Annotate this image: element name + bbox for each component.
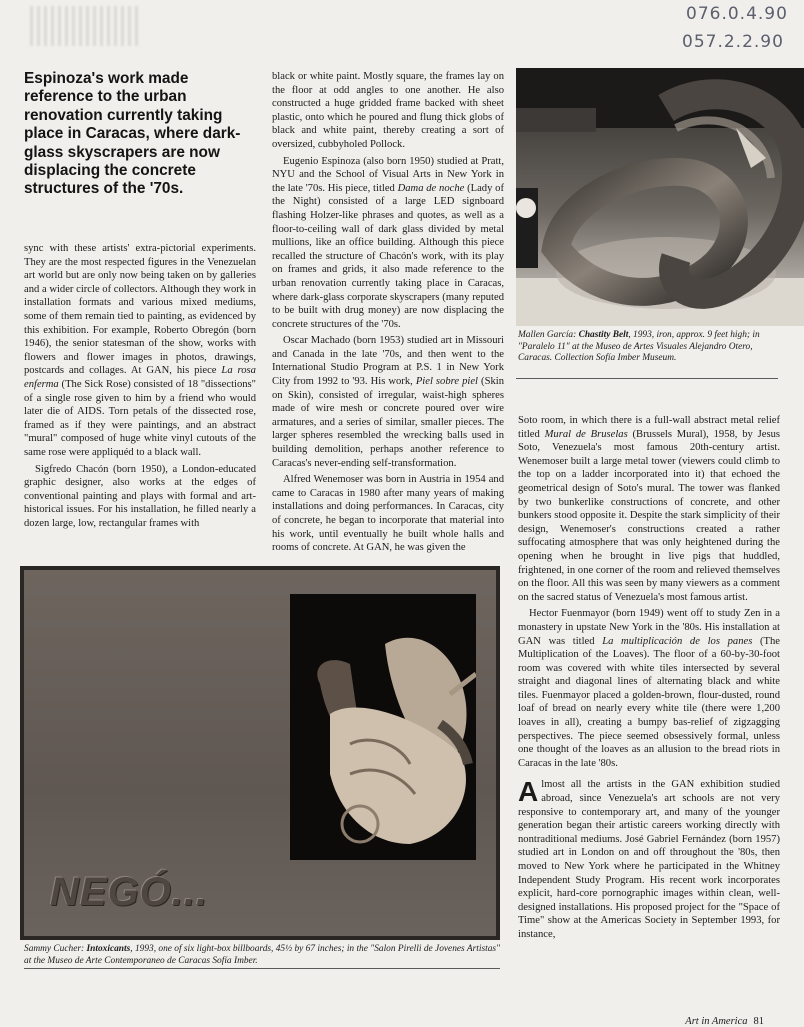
sculpture-photo: [516, 68, 804, 326]
hands-and-glass-image: [290, 594, 476, 860]
paragraph: black or white paint. Mostly square, the frames lay on the floor at odd angles to one another. He also constructed a huge gridded frame backed with sheet plastic, onto which he poured and flung thick globs of black and white paint, thereby creating a sort of oversized, cubbyholed Pollock.: [272, 71, 504, 150]
paragraph: Alfred Wenemoser was born in Austria in 1954 and came to Caracas in 1980 after many years of making installations and doing performances. In Caracas, city of concrete, he began to incorporate that material into his work, until eventually he built whole halls and rooms of concrete. At GAN, he was given the: [272, 474, 504, 554]
magazine-name: Art in America: [685, 1016, 748, 1027]
page-footer: [685, 1016, 764, 1027]
handwritten-note-2: 057.2.2.90: [682, 32, 784, 52]
article-column-3: [518, 414, 780, 1010]
paragraph: Sigfredo Chacón (born 1950), a London-educated graphic designer, also works at the edges of conventional painting and plays with formal and art-historical issues. For his installation, he filled nearly a dozen large, low, rectangular frames with: [24, 463, 256, 529]
caption-rule: [24, 968, 500, 969]
paragraph: Hector Fuenmayor (born 1949) went off to study Zen in a monastery in upstate New York in the '80s. His installation at GAN was titled La multiplicación de los panes (The Multiplication of the Loaves). The floor of a 60-by-30-foot room was covered with white tiles intersected by several straight and diagonal lines of alternating black and white tiles. Fuenmayor placed a golden-brown, flour-dusted, round loaf of bread on nearly every white tile (there were 1,200 loaves in all), creating a bumpy bas-relief of zigzagging perspectives. The piece seemed obsessively formal, unless one thought of the loaves as an allusion to the bread riots in Caracas in the late '80s.: [518, 608, 780, 769]
article-column-2: [272, 70, 504, 554]
faded-stamp: [30, 6, 140, 46]
paragraph: Oscar Machado (born 1953) studied art in Missouri and Canada in the late '70s, and then went to the International Studio Program at P.S. 1 in New York City from 1992 to '93. His work, Piel sobre piel (Skin on Skin), consisted of irregular, waist-high spheres made of wire mesh or concrete poured over wire armatures, and a series of similar, smaller pieces. The larger spheres resembled the wrecking balls used in building demolition, perhaps another reference to Caracas's never-ending self-transformation.: [272, 335, 504, 469]
handwritten-note-1: 076.0.4.90: [686, 4, 788, 24]
sculpture-caption: Mallen García: Chastity Belt, 1993, iron, approx. 9 feet high; in "Paralelo 11" at the Museo de Artes Visuales Alejandro Otero, Caracas. Collection Sofía Imber Museum.: [518, 330, 760, 364]
paragraph: Eugenio Espinoza (also born 1950) studied at Pratt, NYU and the School of Visual Arts in New York in the late '70s. His piece, titled Dama de noche (Lady of the Night) consisted of a large LED signboard flashing Holzer-like phrases and quotes, as well as a floor-to-ceiling wall of dark glass divided by metal mullions, like an office building. Although this piece recalled the structure of Chacón's work, with its play on frames and grids, it also made reference to the urban renovation currently taking place in Caracas, where dark-glass corporate skyscrapers (many reputed to be built with drug money) are now displacing the concrete structures of the '70s.: [272, 155, 504, 330]
drop-cap: A: [518, 776, 539, 808]
billboard-text: NEGÓ...: [50, 870, 209, 914]
paragraph: sync with these artists' extra-pictorial experiments. They are the most respected figures in the Venezuelan art world but are only now being taken on by galleries and a wider circle of collectors. Although they work in installation formats and various mixed mediums, some of them remain tied to painting, as evidenced by this exhibition. For example, Roberto Obregón (born 1946), the senior statesman of the show, works with flowers and flower images in photos, drawings, postcards and collages. At GAN, his piece La rosa enferma (The Sick Rose) consisted of 18 "dissections" of a single rose given to him by a friend who would later die of AIDS. Torn petals of the dissected rose, framed as if they were paintings, and an abstract "mural" composed of huge white vinyl cutouts of the same rose were appliquéd to a black wall.: [24, 243, 256, 458]
article-column-1: [24, 242, 256, 554]
chastity-belt-sculpture-image: [516, 68, 804, 326]
page-number: 81: [753, 1016, 764, 1027]
billboard-caption: Sammy Cucher: Intoxicants, 1993, one of six light-box billboards, 45½ by 67 inches; in the "Salon Pirelli de Jovenes Artistas" at the Museo de Arte Contemporaneo de Caracas Sofía Imber.: [24, 944, 500, 966]
paragraph: Soto room, in which there is a full-wall abstract metal relief titled Mural de Bruselas (Brussels Mural), 1958, by Jesus Soto, Venezuela's most famous 20th-century artist. Wenemoser built a large metal tower (viewers could climb to the top on a ladder incorporated into it) that echoed the geometrical design of Soto's mural. The tower was flanked by two bunkerlike constructions of concrete, and other bunkers stood opposite it. Despite the stark simplicity of their design, Wenemoser's constructions created a rather suffocating atmosphere that was only heightened during the opening when he brought in live pigs that huddled, frightened, in one corner of the room and relieved themselves on the floor. All this was seen by many viewers as a comment on the sacred status of Venezuela's most famous artist.: [518, 415, 780, 603]
caption-rule: [516, 378, 778, 379]
pull-quote: Espinoza's work made reference to the urban renovation currently taking place in Caracas, where dark-glass skyscrapers are now displacing the concrete structures of the '70s.: [24, 70, 241, 198]
billboard-photo: [290, 594, 476, 860]
paragraph: Almost all the artists in the GAN exhibition studied abroad, since Venezuela's art schools are not very responsive to contemporary art, and many of the younger generation began their artistic careers working directly with nontraditional mediums. José Gabriel Fernández (born 1957) studied art in London on and off throughout the '80s, then moved to New York where he participated in the Whitney Independent Study Program. His recent work incorporates explicit, hard-core pornographic images within clean, well-designed installations. His proposed project for the "Space of Time" show at the Americas Society in September 1993, for instance,: [518, 776, 780, 940]
billboard-figure: [20, 566, 500, 940]
